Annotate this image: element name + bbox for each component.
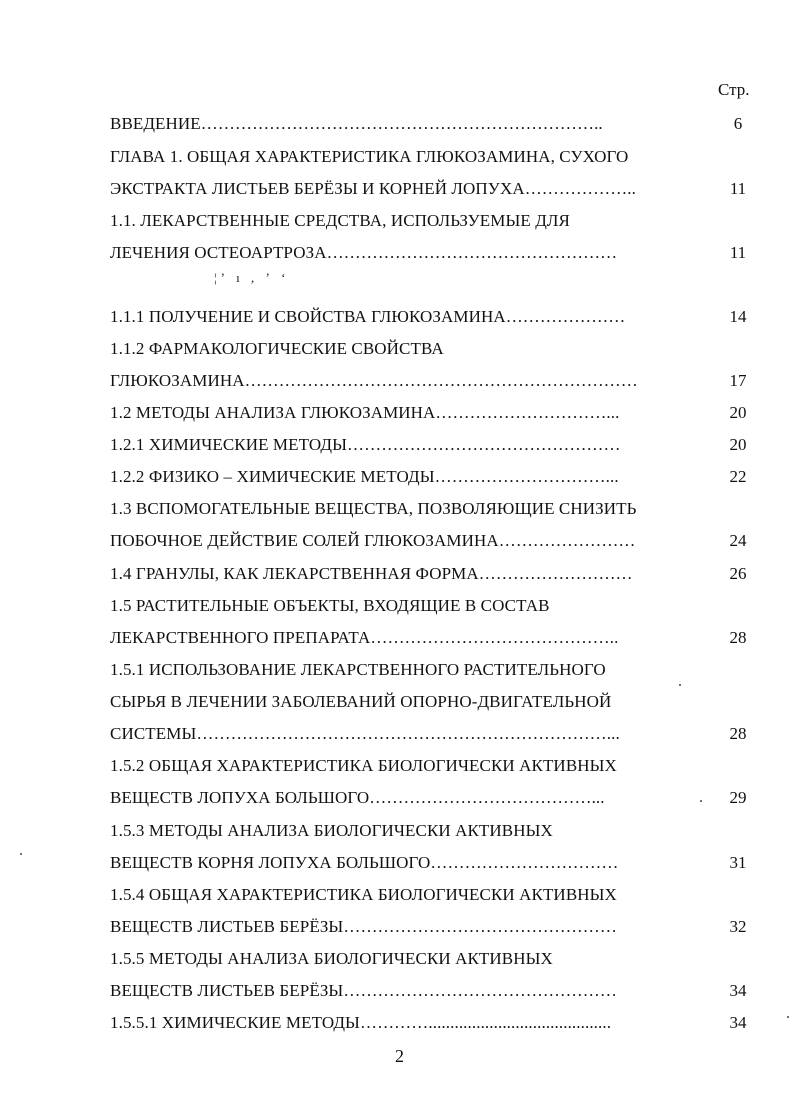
toc-line: 1.4 ГРАНУЛЫ, КАК ЛЕКАРСТВЕННАЯ ФОРМА……………………… xyxy=(110,564,633,583)
toc-page-number: 20 xyxy=(729,435,747,454)
toc-page-number: 28 xyxy=(729,724,747,743)
toc-line: 1.1.2 ФАРМАКОЛОГИЧЕСКИЕ СВОЙСТВА xyxy=(110,339,444,358)
toc-page-number: 17 xyxy=(729,371,747,390)
toc-line: 1.5.1 ИСПОЛЬЗОВАНИЕ ЛЕКАРСТВЕННОГО РАСТИТЕЛЬНОГО xyxy=(110,660,606,679)
toc-page-number: 34 xyxy=(729,1013,747,1032)
toc-page-number: 11 xyxy=(729,179,747,198)
scan-speck xyxy=(679,684,681,686)
toc-line: ЛЕКАРСТВЕННОГО ПРЕПАРАТА…………………………………….. xyxy=(110,628,619,647)
toc-page-number: 14 xyxy=(729,307,747,326)
toc-page-number: 31 xyxy=(729,853,747,872)
toc-line: ВЕЩЕСТВ ЛИСТЬЕВ БЕРЁЗЫ………………………………………… xyxy=(110,917,617,936)
toc-page-number: 28 xyxy=(729,628,747,647)
scan-speck xyxy=(787,1016,789,1018)
toc-line: СЫРЬЯ В ЛЕЧЕНИИ ЗАБОЛЕВАНИЙ ОПОРНО-ДВИГАТЕЛЬНОЙ xyxy=(110,692,612,711)
toc-line: ВЕЩЕСТВ ЛИСТЬЕВ БЕРЁЗЫ………………………………………… xyxy=(110,981,617,1000)
toc-line: 1.5.3 МЕТОДЫ АНАЛИЗА БИОЛОГИЧЕСКИ АКТИВНЫХ xyxy=(110,821,553,840)
toc-line: ПОБОЧНОЕ ДЕЙСТВИЕ СОЛЕЙ ГЛЮКОЗАМИНА…………………… xyxy=(110,531,636,550)
toc-line: 1.2.2 ФИЗИКО – ХИМИЧЕСКИЕ МЕТОДЫ…………………………... xyxy=(110,467,619,486)
toc-page-number: 11 xyxy=(729,243,747,262)
toc-line: 1.3 ВСПОМОГАТЕЛЬНЫЕ ВЕЩЕСТВА, ПОЗВОЛЯЮЩИЕ СНИЗИТЬ xyxy=(110,499,637,518)
toc-line: 1.2 МЕТОДЫ АНАЛИЗА ГЛЮКОЗАМИНА…………………………... xyxy=(110,403,620,422)
toc-page-number: 6 xyxy=(733,114,743,133)
toc-page-number: 22 xyxy=(729,467,747,486)
toc-line: ГЛАВА 1. ОБЩАЯ ХАРАКТЕРИСТИКА ГЛЮКОЗАМИНА, СУХОГО xyxy=(110,147,629,166)
toc-page-number: 20 xyxy=(729,403,747,422)
page-column-header: Стр. xyxy=(718,80,750,99)
toc-page-number: 26 xyxy=(729,564,747,583)
toc-page-number: 24 xyxy=(729,531,747,550)
toc-line: 1.1.1 ПОЛУЧЕНИЕ И СВОЙСТВА ГЛЮКОЗАМИНА………………… xyxy=(110,307,626,326)
scan-noise: ¦ʼ ı , ʼ ʻ xyxy=(214,270,290,285)
scan-speck xyxy=(20,853,22,855)
toc-line: 1.2.1 ХИМИЧЕСКИЕ МЕТОДЫ………………………………………… xyxy=(110,435,621,454)
toc-line: 1.5.2 ОБЩАЯ ХАРАКТЕРИСТИКА БИОЛОГИЧЕСКИ АКТИВНЫХ xyxy=(110,756,617,775)
toc-line: ВВЕДЕНИЕ…………………………………………………………….. xyxy=(110,114,603,133)
toc-line: 1.1. ЛЕКАРСТВЕННЫЕ СРЕДСТВА, ИСПОЛЬЗУЕМЫЕ ДЛЯ xyxy=(110,211,570,230)
toc-line: ВЕЩЕСТВ КОРНЯ ЛОПУХА БОЛЬШОГО…………………………… xyxy=(110,853,619,872)
toc-line: 1.5.5.1 ХИМИЧЕСКИЕ МЕТОДЫ………….......................................... xyxy=(110,1013,612,1032)
toc-line: 1.5.4 ОБЩАЯ ХАРАКТЕРИСТИКА БИОЛОГИЧЕСКИ АКТИВНЫХ xyxy=(110,885,617,904)
scan-speck xyxy=(700,800,702,802)
toc-line: СИСТЕМЫ………………………………………………………………... xyxy=(110,724,620,743)
toc-line: 1.5.5 МЕТОДЫ АНАЛИЗА БИОЛОГИЧЕСКИ АКТИВНЫХ xyxy=(110,949,553,968)
toc-line: ЭКСТРАКТА ЛИСТЬЕВ БЕРЁЗЫ И КОРНЕЙ ЛОПУХА……………….. xyxy=(110,179,636,198)
toc-page-number: 34 xyxy=(729,981,747,1000)
toc-line: 1.5 РАСТИТЕЛЬНЫЕ ОБЪЕКТЫ, ВХОДЯЩИЕ В СОСТАВ xyxy=(110,596,550,615)
page-number: 2 xyxy=(395,1046,404,1066)
toc-page-number: 32 xyxy=(729,917,747,936)
toc-line: ВЕЩЕСТВ ЛОПУХА БОЛЬШОГО…………………………………... xyxy=(110,788,605,807)
toc-line: ГЛЮКОЗАМИНА…………………………………………………………… xyxy=(110,371,638,390)
toc-line: ЛЕЧЕНИЯ ОСТЕОАРТРОЗА…………………………………………… xyxy=(110,243,618,262)
toc-page-number: 29 xyxy=(729,788,747,807)
